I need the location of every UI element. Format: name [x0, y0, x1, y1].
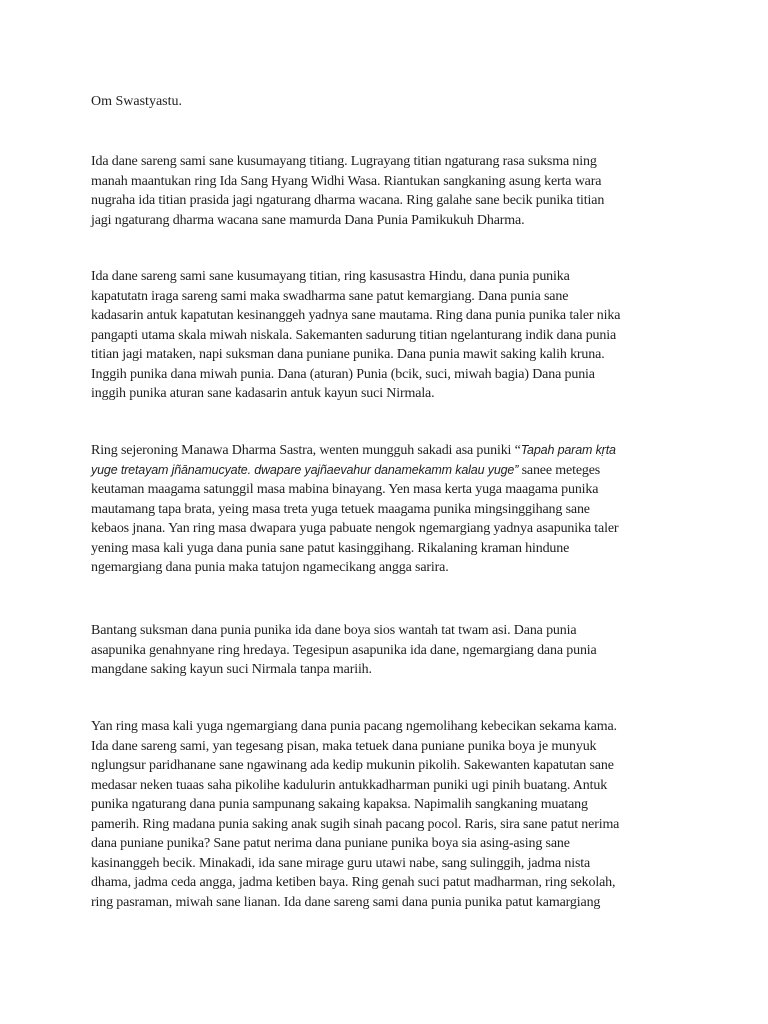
text-line [91, 461, 681, 481]
text-line: ring pasraman, miwah sane lianan. Ida dane sareng sami dana punia punika patut kamargiang [91, 894, 601, 910]
text-line: manah maantukan ring Ida Sang Hyang Widhi Wasa. Riantukan sangkaning asung kerta wara [91, 173, 602, 189]
text-segment: Ring sejeroning Manawa Dharma Sastra, wenten mungguh sakadi asa puniki “ [91, 443, 521, 458]
text-segment: sanee meteges [518, 462, 601, 478]
paragraph-definition [91, 267, 681, 404]
sanskrit-quote: yuge tretayam jñānamucyate. dwapare yajñaevahur danamekamm kalau yuge” [91, 462, 519, 477]
text-line: Ida dane sareng sami sane kusumayang titian, ring kasusastra Hindu, dana punia punika [91, 269, 570, 284]
text-line: dana puniane punika? Sane patut nerima dana puniane punika boya sia asing-asing sane [91, 836, 570, 851]
text-line: Ida dane sareng sami sane kusumayang titiang. Lugrayang titian ngaturang rasa suksma ning [91, 154, 597, 169]
text-line: kebaos jnana. Yan ring masa dwapara yuga pabuate nengok ngemargiang yadnya asapunika taler [91, 521, 619, 536]
text-line: Yan ring masa kali yuga ngemargiang dana punia pacang ngemolihang kebecikan sekama kama. [91, 719, 617, 734]
paragraph-kali-yuga [91, 717, 681, 912]
paragraph-tat-twam-asi [91, 621, 681, 680]
text-line: pamerih. Ring madana punia saking anak sugih sinah pacang pocol. Raris, sira sane patut nerima [91, 816, 620, 832]
text-line: pangapti utama skala miwah niskala. Sakemanten sadurung titian ngelanturang indik dana punia [91, 327, 617, 343]
text-line: Inggih punika dana miwah punia. Dana (aturan) Punia (bcik, suci, miwah bagia) Dana punia [91, 366, 595, 382]
text-line: kadasarin antuk kapatutan kesinanggeh yadnya sane mautama. Ring dana punia punika taler nika [91, 308, 621, 323]
text-line: jagi ngaturang dharma wacana sane mamurda Dana Punia Pamikukuh Dharma. [91, 212, 525, 228]
greeting: Om Swastyastu. [91, 94, 182, 109]
text-line: nugraha ida titian prasida jagi ngaturang dharma wacana. Ring galahe sane becik punika titian [91, 193, 605, 208]
text-line: nglungsur paridhanane sane ngawinang ada kedip mukunin pikolih. Sakewanten kapatutan sane [91, 758, 614, 773]
text-line: inggih punika aturan sane kadasarin antuk kayun suci Nirmala. [91, 386, 435, 401]
text-line: ngemargiang dana punia maka tatujon ngamecikang angga sarira. [91, 560, 449, 575]
text-line: titian jagi mataken, napi suksman dana puniane punika. Dana punia mawit saking kalih kruna. [91, 347, 605, 362]
text-line: Ida dane sareng sami, yan tegesang pisan, maka tetuek dana puniane punika boya je munyuk [91, 738, 597, 754]
text-line: punika ngaturang dana punia sampunang sakaing kapaksa. Napimalih sangkaning muatang [91, 797, 588, 812]
text-line: kapatutatn iraga sareng sami maka swadharma sane patut kemargiang. Dana punia sane [91, 288, 569, 304]
text-line: keutaman maagama satunggil masa mabina binayang. Yen masa kerta yuga maagama punika [91, 482, 599, 497]
sanskrit-quote: Tapah param kṛta [520, 443, 616, 457]
text-line: medasar neken tuaas saha pikolihe kadulurin antukkadharman puniki ugi pinih buatang. Antuk [91, 777, 608, 793]
text-line: kasinanggeh becik. Minakadi, ida sane mirage guru utawi nabe, sang sulinggih, jadma nista [91, 855, 591, 871]
text-line: mautamang tapa brata, yeing masa treta yuga tetuek maagama punika mingsinggihang sane [91, 501, 590, 517]
text-line: yening masa kali yuga dana punia sane patut kasinggihang. Rikalaning kraman hindune [91, 540, 570, 556]
text-line [91, 441, 681, 461]
text-line: asapunika genahnyane ring hredaya. Tegesipun asapunika ida dane, ngemargiang dana punia [91, 642, 597, 658]
paragraph-manawa-dharma-sastra [91, 441, 681, 578]
text-line: Bantang suksman dana punia punika ida dane boya sios wantah tat twam asi. Dana punia [91, 623, 577, 638]
paragraph-opening [91, 152, 681, 230]
text-line: dhama, jadma ceda angga, jadma ketiben baya. Ring genah suci patut madharman, ring sekolah, [91, 875, 616, 890]
text-line: mangdane saking kayun suci Nirmala tanpa mariih. [91, 662, 372, 677]
